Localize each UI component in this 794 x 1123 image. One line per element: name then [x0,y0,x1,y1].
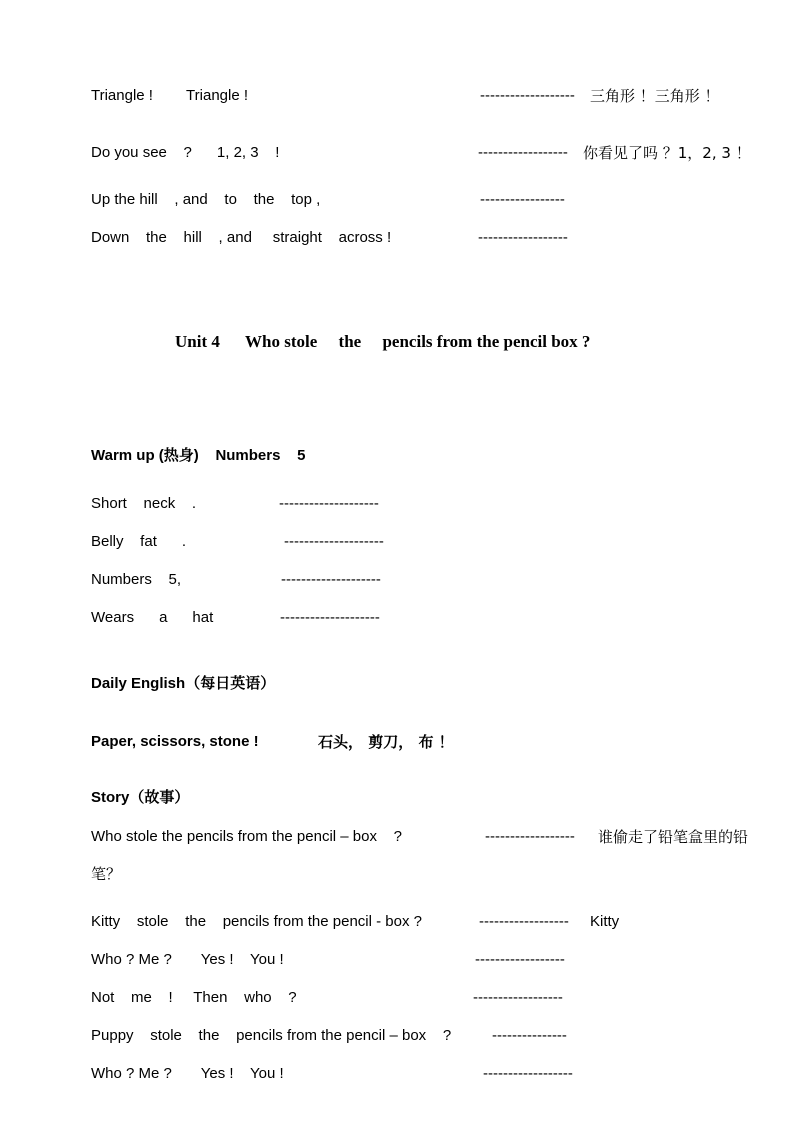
story-row-1-en: Kitty stole the pencils from the pencil - box ? [91,913,422,930]
poem-line-3-dash: ----------------- [480,191,565,208]
story-row-5-dash: ------------------ [483,1065,573,1082]
warmup-row-4-en: Wears a hat [91,609,214,626]
warmup-row-3-dash: -------------------- [281,571,381,588]
daily-phrase-en: Paper, scissors, stone ! [91,733,259,750]
story-row-3-en: Not me ! Then who ? [91,989,297,1006]
story-row-4-dash: --------------- [492,1027,567,1044]
story-q1-cn: 谁偷走了铅笔盒里的铅 [598,828,749,846]
warmup-row-2-en: Belly fat . [91,533,187,550]
story-row-3-dash: ------------------ [473,989,563,1006]
story-row-5-en: Who ? Me ? Yes ! You ! [91,1065,284,1082]
poem-line-1-cn: 三角形 ！三角形 ！ [590,87,720,105]
poem-line-2-cn: 你看见了吗 ？1，2, 3 ！ [583,144,751,162]
warmup-heading: Warm up (热身) Numbers 5 [91,447,306,464]
story-row-4-en: Puppy stole the pencils from the pencil – box ? [91,1027,452,1044]
warmup-row-1-en: Short neck . [91,495,197,512]
poem-line-4-en: Down the hill , and straight across ! [91,229,392,246]
story-q1-en: Who stole the pencils from the pencil – box ? [91,828,402,845]
poem-line-2-dash: ------------------ [478,144,568,161]
poem-line-4-dash: ------------------ [478,229,568,246]
warmup-row-2-dash: -------------------- [284,533,384,550]
story-row-2-dash: ------------------ [475,951,565,968]
story-row-2-en: Who ? Me ? Yes ! You ! [91,951,284,968]
story-q1-dash: ------------------ [485,828,575,845]
poem-line-1-dash: ------------------- [480,87,575,104]
story-q1-cn-cont: 笔？ [91,865,122,883]
poem-line-1-en: Triangle ! Triangle ! [91,87,249,104]
poem-line-3-en: Up the hill , and to the top , [91,191,321,208]
daily-english-heading: Daily English（每日英语） [91,675,276,692]
story-row-1-dash: ------------------ [479,913,569,930]
warmup-row-1-dash: -------------------- [279,495,379,512]
story-heading: Story（故事） [91,789,190,806]
unit-title: Unit 4 Who stole the pencils from the pencil box ? [175,332,591,351]
poem-line-2-en: Do you see ? 1, 2, 3 ! [91,144,280,161]
daily-phrase-cn: 石头， 剪刀， 布 ！ [318,733,454,751]
warmup-row-3-en: Numbers 5, [91,571,182,588]
warmup-row-4-dash: -------------------- [280,609,380,626]
story-row-1-cn: Kitty [590,913,620,930]
